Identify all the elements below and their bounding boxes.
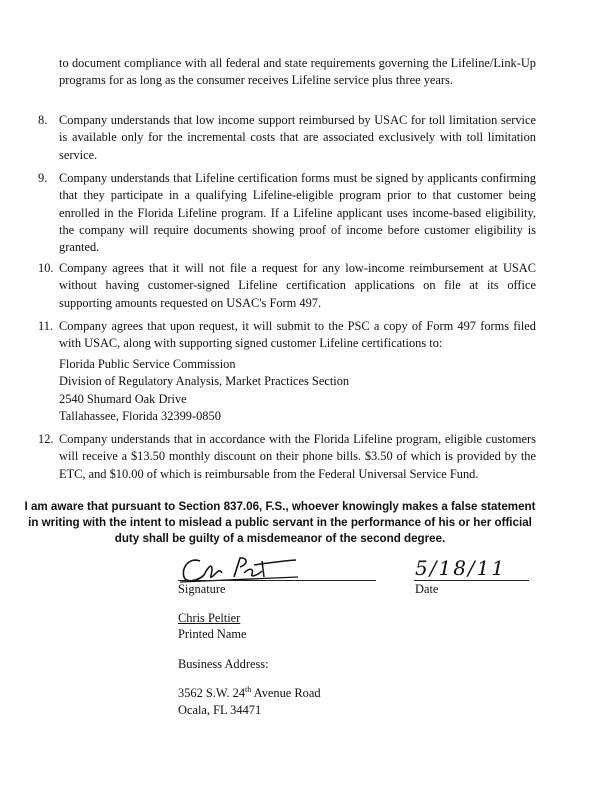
perjury-warning: I am aware that pursuant to Section 837.06, F.S., whoever knowingly makes a false statement in writing with the intent to mislead a public servant in the performance of his or her official duty shall be guilty of a misdemeanor of the second degree.	[24, 500, 536, 545]
item-text: Company agrees that upon request, it will submit to the PSC a copy of Form 497 forms filed with USAC, along with supporting signed customer Lifeline certifications to:	[59, 319, 536, 351]
address-line: Florida Public Service Commission	[59, 357, 236, 371]
item-number: 9.	[38, 171, 48, 185]
signature-label: Signature	[178, 582, 226, 596]
item-number: 11.	[38, 319, 54, 333]
item-number: 8.	[38, 113, 48, 127]
continuation-paragraph: to document compliance with all federal and state requirements governing the Lifeline/Link-Up programs for as long as the consumer receives Lifeline service plus three years.	[59, 56, 536, 88]
business-address-line-2: Ocala, FL 34471	[178, 703, 262, 717]
address-line: Tallahassee, Florida 32399-0850	[59, 408, 221, 423]
item-number: 12.	[38, 432, 54, 446]
printed-name: Chris Peltier	[178, 611, 241, 625]
business-address-label: Business Address:	[178, 657, 269, 671]
address-line: Division of Regulatory Analysis, Market Practices Section	[59, 374, 350, 389]
business-address-line-1: 3562 S.W. 24th Avenue Road	[178, 684, 321, 700]
item-text: Company agrees that it will not file a request for any low-income reimbursement at USAC without having customer-signed Lifeline certification applications on file at its office supporting amounts requested on USAC's Form 497.	[59, 261, 536, 310]
address-line: 2540 Shumard Oak Drive	[59, 391, 187, 406]
psc-address-block	[59, 356, 529, 425]
item-text: Company understands that in accordance with the Florida Lifeline program, eligible customers will receive a $13.50 monthly discount on their phone bills. $3.50 of which is provided by the ETC, and $10.00 of which is reimbursable from the Federal Universal Service Fund.	[59, 432, 536, 481]
item-text: Company understands that Lifeline certification forms must be signed by applicants confirming that they participate in a qualifying Lifeline-eligible program prior to that customer being enrolled in the Florida Lifeline program. If a Lifeline applicant uses income-based eligibility, the company will require documents showing proof of income before customer eligibility is granted.	[59, 171, 536, 255]
item-text: Company understands that low income support reimbursed by USAC for toll limitation service is available only for the incremental costs that are associated exclusively with toll limitation service.	[59, 113, 536, 162]
date-label: Date	[415, 582, 439, 596]
handwritten-date: 5/18/11	[415, 556, 507, 580]
item-number: 10.	[38, 261, 54, 275]
printed-name-label: Printed Name	[178, 627, 247, 641]
